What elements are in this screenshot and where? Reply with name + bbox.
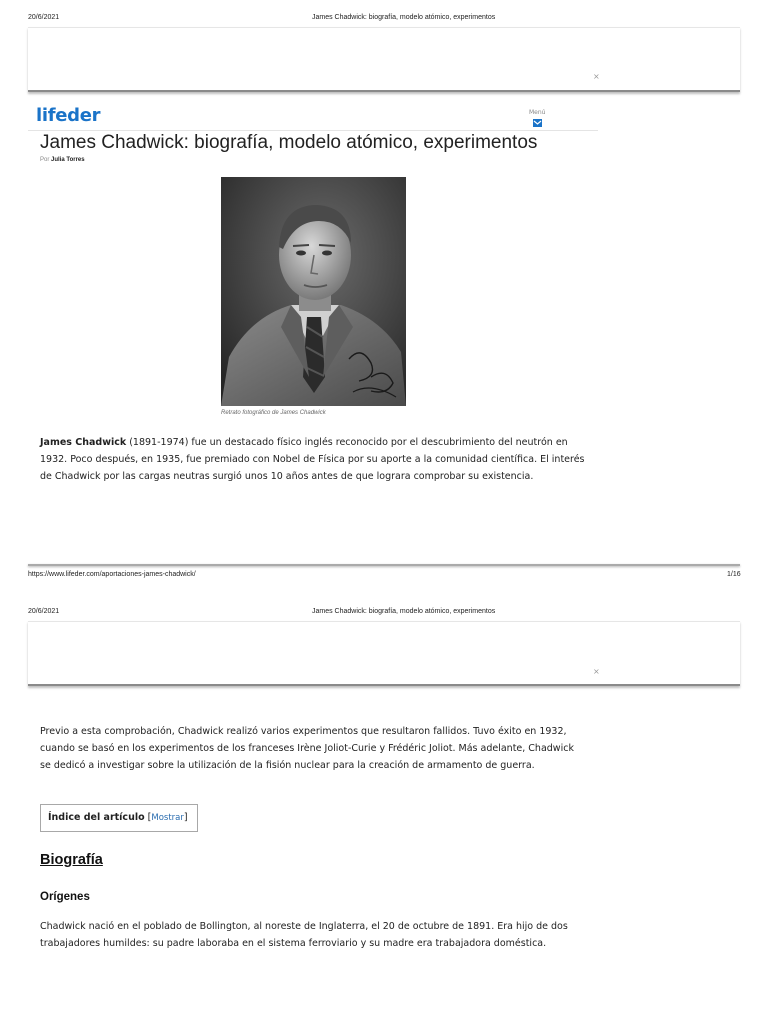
table-of-contents bbox=[40, 804, 198, 832]
body-paragraph: Chadwick nació en el poblado de Bollington, al noreste de Inglaterra, el 20 de octubre de 1891. Era hijo de dos trabajadores humildes: su padre laboraba en el sistema ferroviario y su madre era trabajadora doméstica. bbox=[40, 921, 568, 949]
byline-prefix: Por bbox=[40, 157, 50, 163]
print-doc-title: James Chadwick: biografía, modelo atómico, experimentos bbox=[312, 608, 496, 615]
toc-label: Índice del artículo bbox=[48, 812, 145, 823]
byline bbox=[40, 157, 85, 163]
body-paragraph: Previo a esta comprobación, Chadwick realizó varios experimentos que resultaron fallidos. Tuvo éxito en 1932, cuando se basó en los experimentos de los franceses Irène Joliot-Curie y Frédéric Joliot. Más adelante, Chadwick se dedicó a investigar sobre la utilización de la fisión nuclear para la creación de armamento de guerra. bbox=[40, 726, 574, 771]
print-page-number: 1/16 bbox=[727, 571, 741, 578]
ad-banner[interactable] bbox=[28, 621, 740, 686]
page-break bbox=[28, 564, 740, 566]
print-url: https://www.lifeder.com/aportaciones-james-chadwick/ bbox=[28, 571, 196, 578]
ad-close-icon[interactable]: × bbox=[593, 72, 600, 81]
author-link[interactable]: Julia Torres bbox=[51, 157, 85, 163]
toc-bracket-close: ] bbox=[183, 812, 188, 823]
print-doc-title: James Chadwick: biografía, modelo atómico, experimentos bbox=[312, 14, 496, 21]
intro-paragraph bbox=[40, 434, 585, 485]
menu-label[interactable]: Menú bbox=[529, 109, 546, 116]
intro-text: (1891-1974) fue un destacado físico inglés reconocido por el descubrimiento del neutrón en 1932. Poco después, en 1935, fue premiado con Nobel de Física por su aporte a la comunidad científica. El interés de Chadwick por las cargas neutras surgió unos 10 años antes de que lograra comprobar su existencia. bbox=[40, 437, 585, 482]
page-title: James Chadwick: biografía, modelo atómico, experimentos bbox=[40, 132, 538, 153]
print-date: 20/6/2021 bbox=[28, 608, 60, 615]
section-heading-biografia: Biografía bbox=[40, 852, 103, 868]
portrait-photo bbox=[221, 177, 406, 406]
toc-bracket-open: [ bbox=[147, 812, 152, 823]
site-logo[interactable]: lifeder bbox=[36, 105, 101, 126]
intro-bold-name: James Chadwick bbox=[40, 437, 127, 448]
ad-banner[interactable] bbox=[28, 27, 740, 92]
image-caption: Retrato fotográfico de James Chadwick bbox=[221, 410, 326, 416]
portrait-image bbox=[221, 177, 406, 406]
subsection-heading-origenes: Orígenes bbox=[40, 891, 90, 903]
toc-toggle-link[interactable]: Mostrar bbox=[151, 813, 184, 823]
header-divider bbox=[28, 130, 598, 131]
menu-icon[interactable] bbox=[533, 119, 542, 127]
print-date: 20/6/2021 bbox=[28, 14, 60, 21]
ad-close-icon[interactable]: × bbox=[593, 667, 600, 676]
